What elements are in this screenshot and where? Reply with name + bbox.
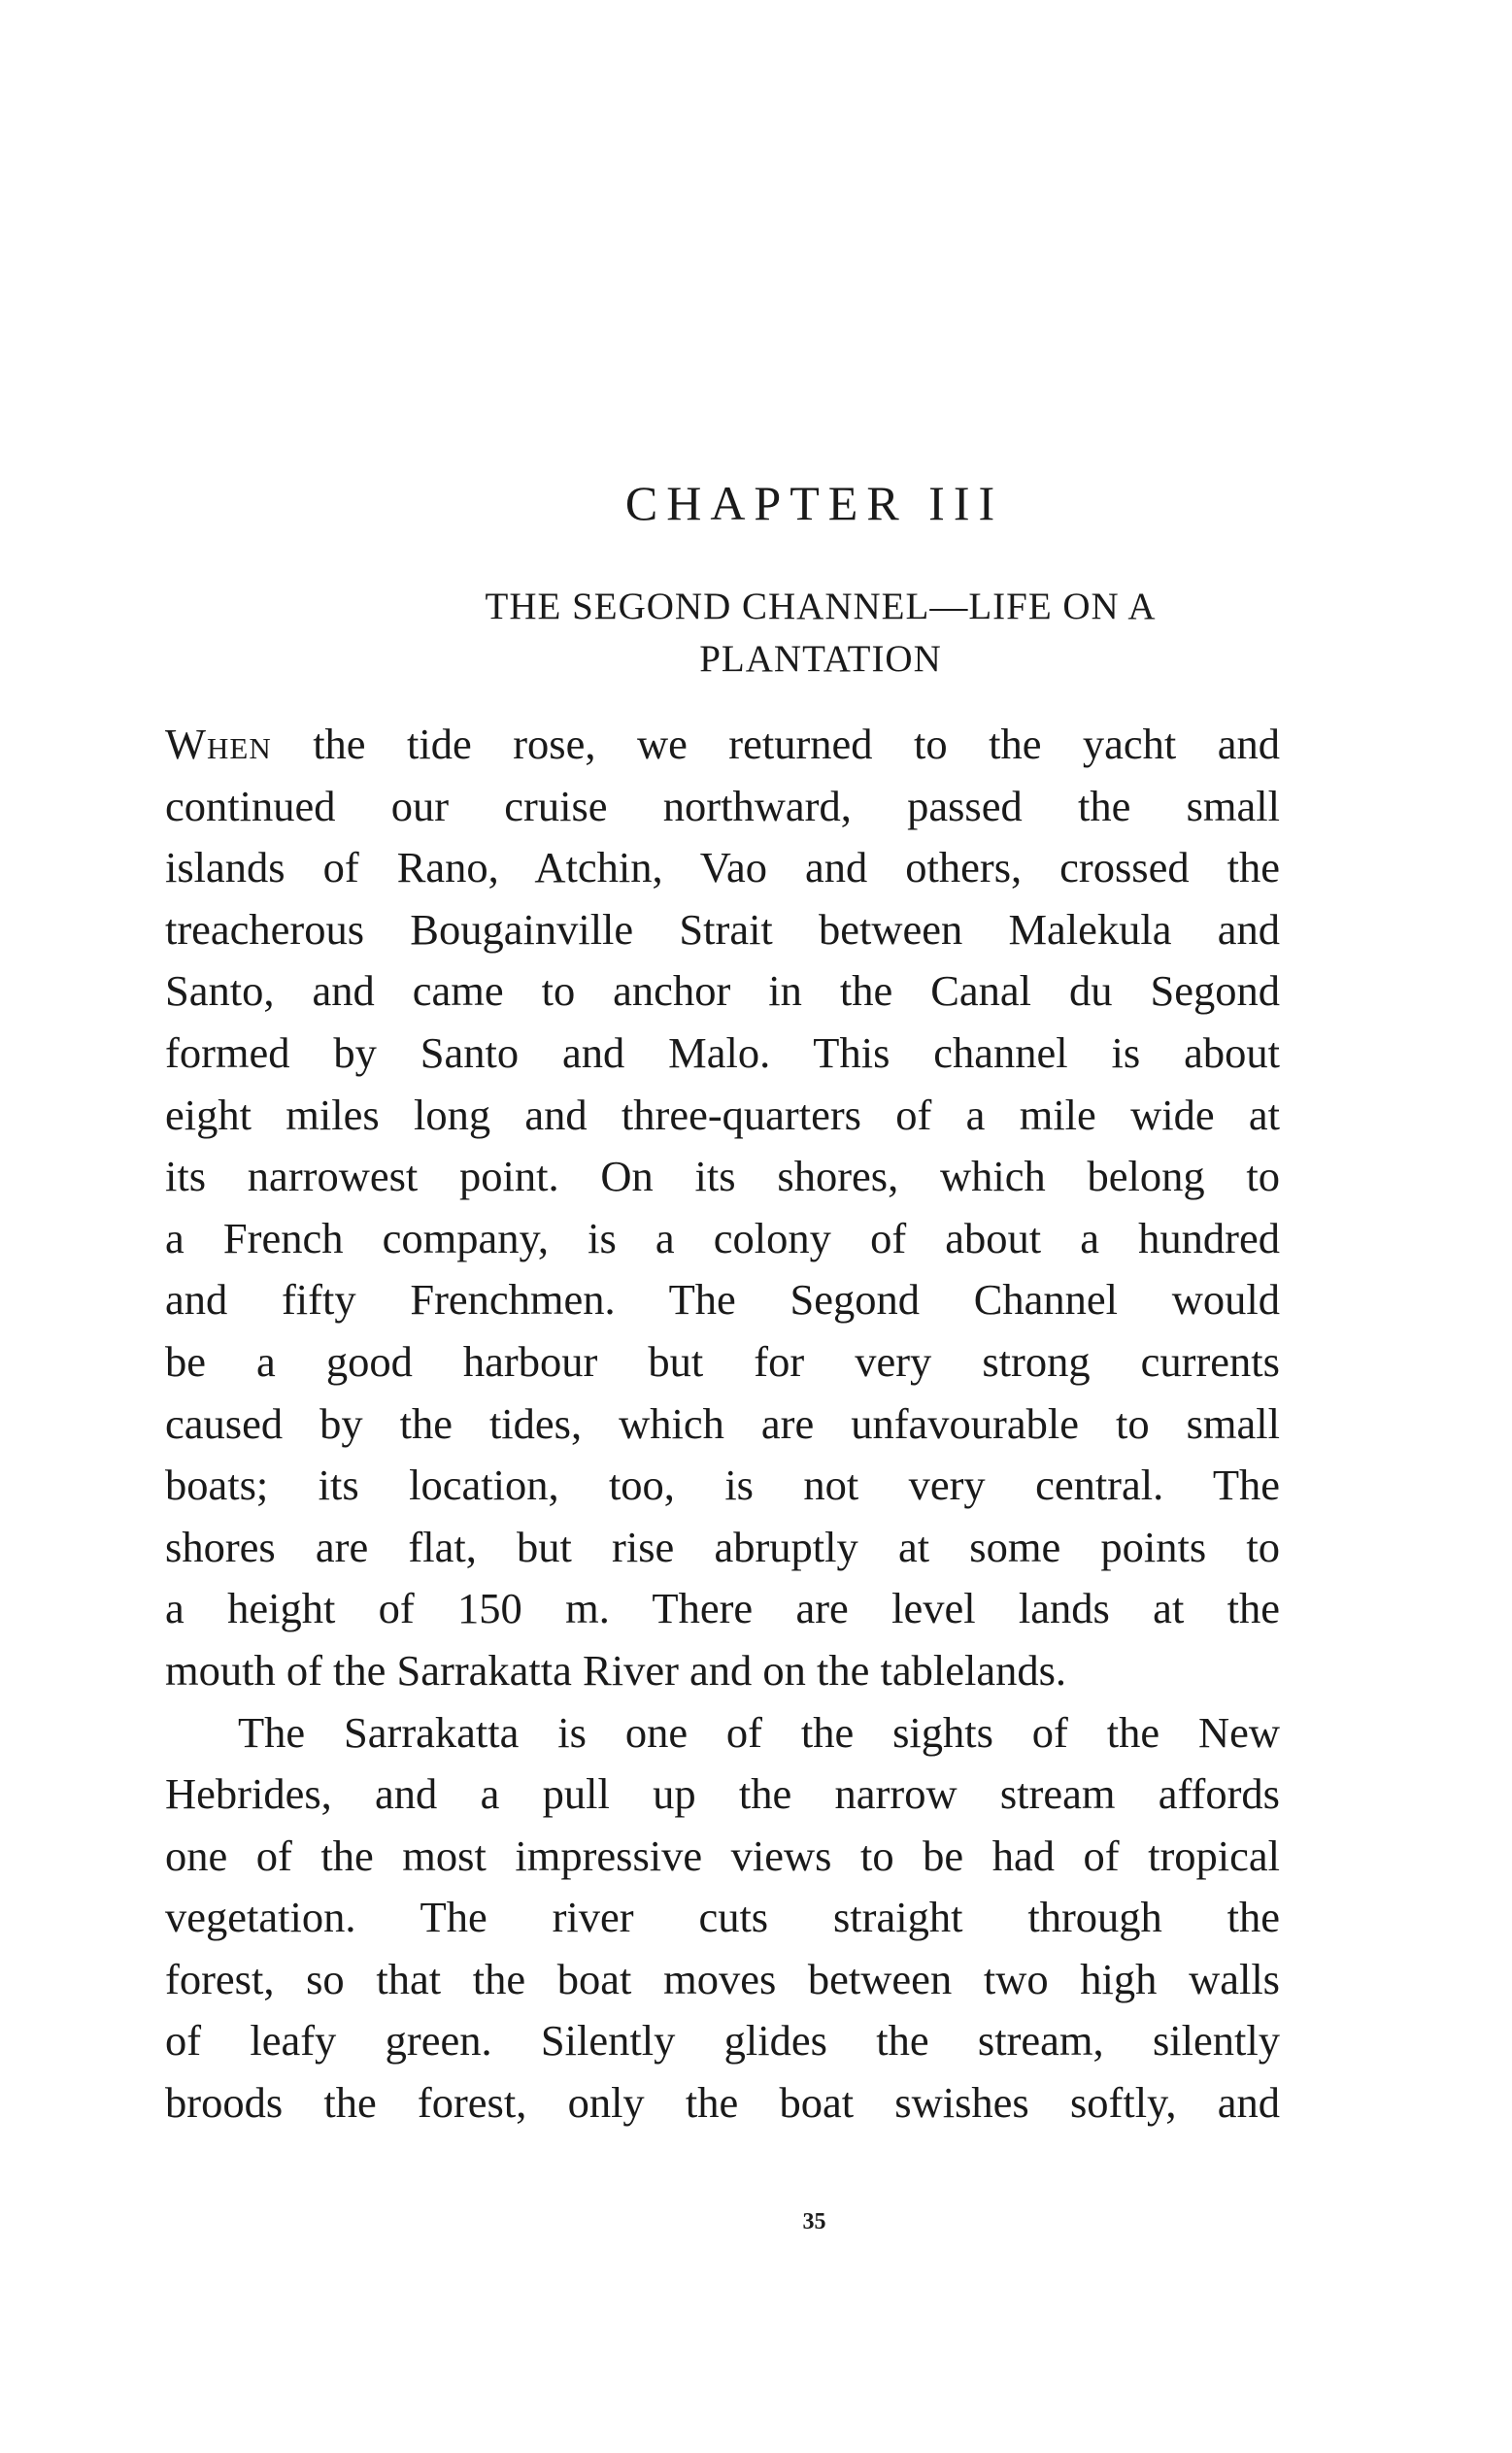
text-line: be a good harbour but for very strong currents xyxy=(165,1336,1280,1386)
text-line: forest, so that the boat moves between two high walls xyxy=(165,1954,1280,2003)
text-line: of leafy green. Silently glides the stream, silently xyxy=(165,2016,1280,2066)
body-text xyxy=(165,714,1280,2134)
text-line: islands of Rano, Atchin, Vao and others, crossed the xyxy=(165,843,1280,892)
text-line: mouth of the Sarrakatta River and on the tablelands. xyxy=(165,1645,1067,1695)
paragraph-2 xyxy=(165,1702,1280,2134)
chapter-label: CHAPTER III xyxy=(624,476,1004,530)
opening-smallcaps-word: When xyxy=(165,720,272,768)
text-line: boats; its location, too, is not very central. The xyxy=(165,1461,1280,1510)
text-line: shores are flat, but rise abruptly at some points to xyxy=(165,1522,1280,1571)
text-line: and fifty Frenchmen. The Segond Channel would xyxy=(165,1275,1280,1325)
text-line: The Sarrakatta is one of the sights of the New xyxy=(238,1707,1280,1757)
text-line: Santo, and came to anchor in the Canal du Segond xyxy=(165,966,1280,1016)
chapter-title xyxy=(291,581,1350,686)
chapter-title-line-1: THE SEGOND CHANNEL—LIFE ON A xyxy=(485,586,1157,627)
text-line: a French company, is a colony of about a hundred xyxy=(165,1213,1280,1262)
page-number: 35 xyxy=(802,2209,826,2235)
text-line: its narrowest point. On its shores, which belong to xyxy=(165,1152,1280,1201)
text-line: eight miles long and three-quarters of a mile wide at xyxy=(165,1090,1280,1139)
text-line: vegetation. The river cuts straight through the xyxy=(165,1893,1280,1942)
text-line: continued our cruise northward, passed the small xyxy=(165,781,1280,830)
text-line: broods the forest, only the boat swishes softly, and xyxy=(165,2078,1280,2128)
text-line: the tide rose, we returned to the yacht and xyxy=(313,720,1281,768)
chapter-title-line-2: PLANTATION xyxy=(699,638,942,680)
text-line: a height of 150 m. There are level lands at the xyxy=(165,1584,1280,1633)
text-line: formed by Santo and Malo. This channel is about xyxy=(165,1027,1280,1077)
text-line: Hebrides, and a pull up the narrow stream affords xyxy=(165,1769,1280,1819)
text-line: treacherous Bougainville Strait between Malekula and xyxy=(165,904,1280,954)
paragraph-1 xyxy=(165,714,1280,1702)
text-line: caused by the tides, which are unfavourable to small xyxy=(165,1398,1280,1448)
text-line: one of the most impressive views to be had of tropical xyxy=(165,1831,1280,1880)
paragraph-1-line-1 xyxy=(165,714,1280,776)
